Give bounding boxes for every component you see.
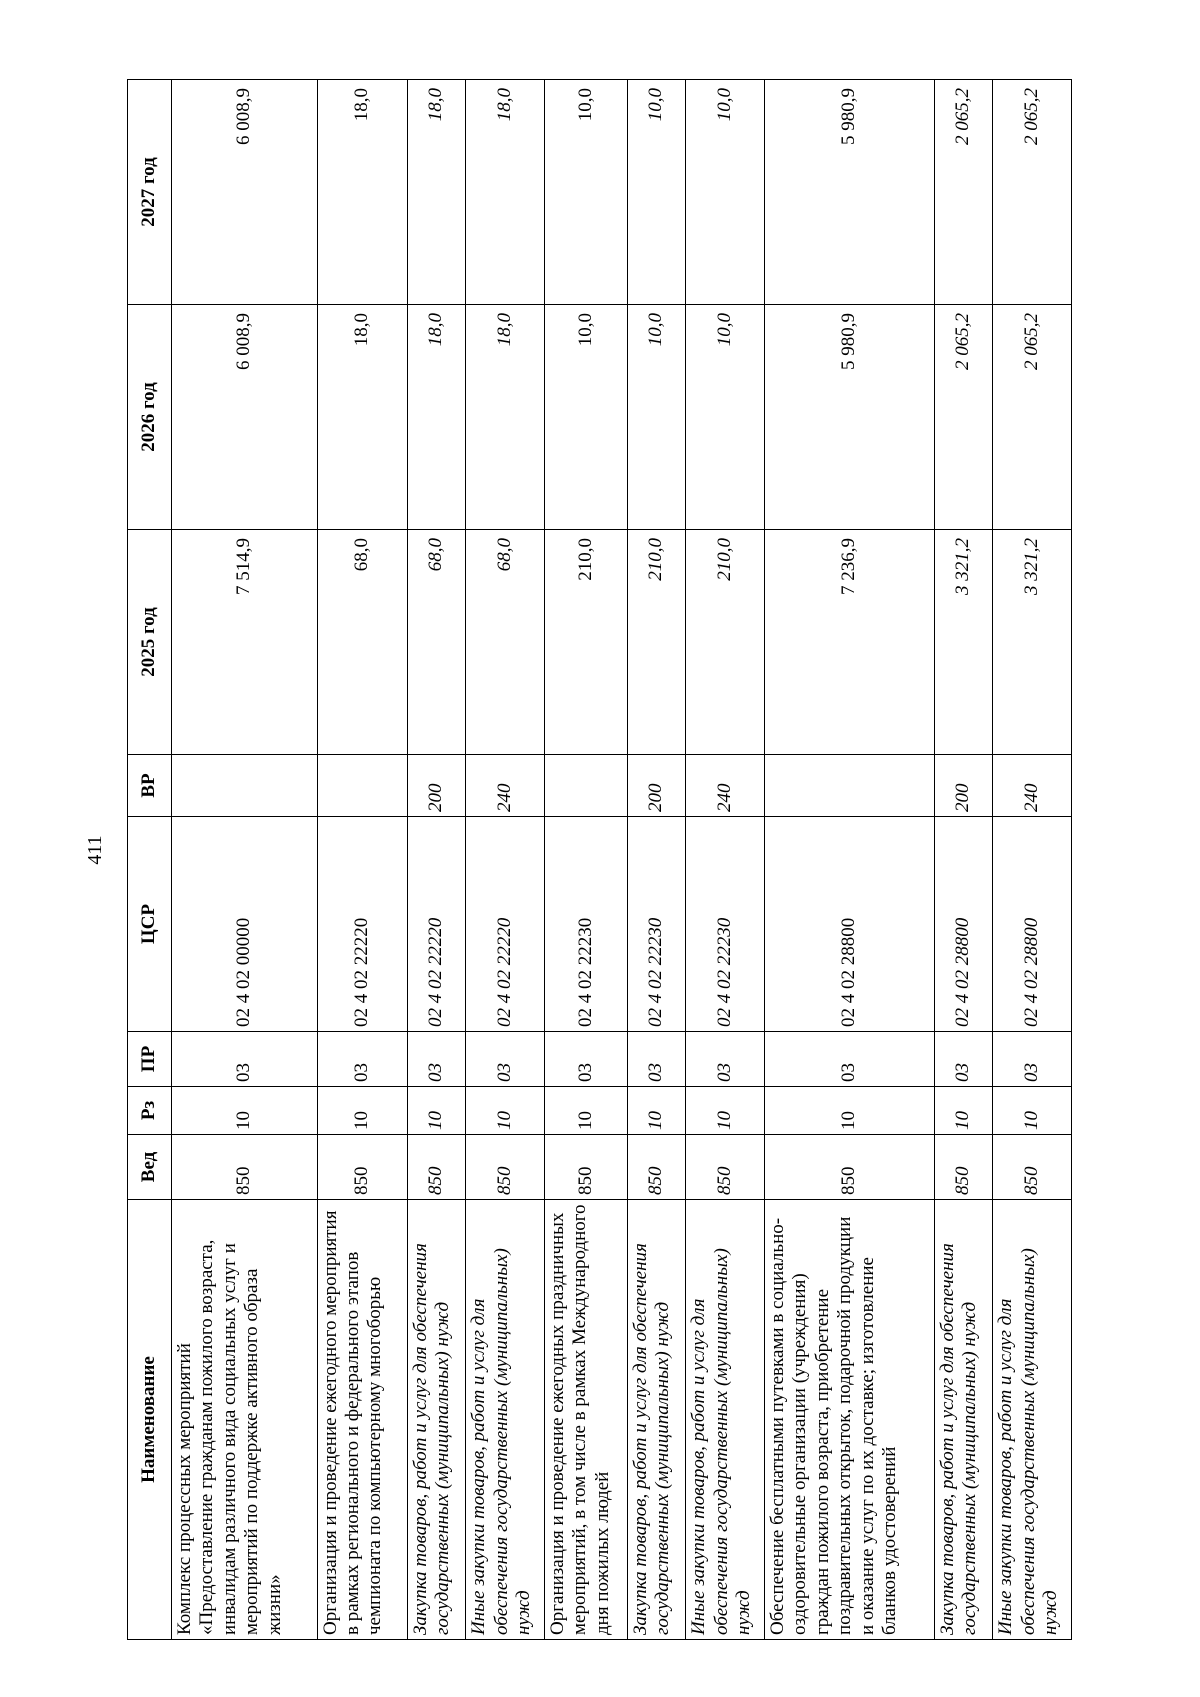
cell-rz: 10 [993, 1087, 1072, 1135]
cell-rz: 10 [686, 1087, 765, 1135]
cell-name: Иные закупки товаров, работ и услуг для обеспечения государственных (муниципальных) нужд [466, 1200, 545, 1640]
cell-name: Закупка товаров, работ и услуг для обеспечения государственных (муниципальных) нужд [934, 1200, 992, 1640]
cell-pr: 03 [317, 1032, 407, 1087]
cell-pr: 03 [172, 1032, 318, 1087]
cell-name: Комплекс процессных мероприятий «Предоставление гражданам пожилого возраста, инвалидам различного вида социальных услуг и мероприятий по поддержке активного образа жизни» [172, 1200, 318, 1640]
cell-y2025: 3 321,2 [993, 530, 1072, 755]
cell-ved: 850 [544, 1135, 627, 1200]
cell-y2026: 5 980,9 [764, 305, 934, 530]
table-row [317, 80, 407, 1640]
cell-vr: 240 [686, 755, 765, 817]
cell-ved: 850 [317, 1135, 407, 1200]
table-row [466, 80, 545, 1640]
cell-vr [317, 755, 407, 817]
cell-rz: 10 [544, 1087, 627, 1135]
cell-csr: 02 4 02 22220 [407, 817, 465, 1032]
cell-vr: 200 [407, 755, 465, 817]
cell-vr [172, 755, 318, 817]
cell-rz: 10 [407, 1087, 465, 1135]
cell-y2025: 68,0 [317, 530, 407, 755]
table-row [544, 80, 627, 1640]
cell-name: Иные закупки товаров, работ и услуг для обеспечения государственных (муниципальных) нужд [993, 1200, 1072, 1640]
cell-y2026: 18,0 [317, 305, 407, 530]
cell-vr: 240 [993, 755, 1072, 817]
cell-name: Закупка товаров, работ и услуг для обеспечения государственных (муниципальных) нужд [407, 1200, 465, 1640]
cell-ved: 850 [407, 1135, 465, 1200]
cell-y2026: 10,0 [544, 305, 627, 530]
cell-ved: 850 [993, 1135, 1072, 1200]
cell-pr: 03 [764, 1032, 934, 1087]
cell-y2027: 2 065,2 [934, 80, 992, 305]
table-row [764, 80, 934, 1640]
header-ved: Вед [128, 1135, 172, 1200]
header-pr: ПР [128, 1032, 172, 1087]
cell-y2026: 18,0 [407, 305, 465, 530]
cell-y2027: 18,0 [407, 80, 465, 305]
cell-pr: 03 [993, 1032, 1072, 1087]
cell-y2025: 3 321,2 [934, 530, 992, 755]
cell-csr: 02 4 02 28800 [993, 817, 1072, 1032]
cell-vr: 240 [466, 755, 545, 817]
cell-name: Обеспечение бесплатными путевками в социально-оздоровительные организации (учреждения) граждан пожилого возраста, приобретение поздравительных открыток, подарочной продукции и оказание услуг по их доставке; изготовление бланков удостоверений [764, 1200, 934, 1640]
cell-pr: 03 [934, 1032, 992, 1087]
cell-csr: 02 4 02 28800 [764, 817, 934, 1032]
cell-vr [544, 755, 627, 817]
cell-y2027: 10,0 [544, 80, 627, 305]
header-2025: 2025 год [128, 530, 172, 755]
cell-name: Организация и проведение ежегодных праздничных мероприятий, в том числе в рамках Международного дня пожилых людей [544, 1200, 627, 1640]
header-2026: 2026 год [128, 305, 172, 530]
cell-y2026: 2 065,2 [934, 305, 992, 530]
cell-csr: 02 4 02 22230 [544, 817, 627, 1032]
cell-csr: 02 4 02 22230 [686, 817, 765, 1032]
cell-rz: 10 [317, 1087, 407, 1135]
cell-name: Иные закупки товаров, работ и услуг для обеспечения государственных (муниципальных) нужд [686, 1200, 765, 1640]
cell-y2025: 68,0 [466, 530, 545, 755]
cell-csr: 02 4 02 00000 [172, 817, 318, 1032]
table-row [172, 80, 318, 1640]
cell-csr: 02 4 02 28800 [934, 817, 992, 1032]
cell-csr: 02 4 02 22230 [627, 817, 685, 1032]
header-2027: 2027 год [128, 80, 172, 305]
header-csr: ЦСР [128, 817, 172, 1032]
cell-rz: 10 [934, 1087, 992, 1135]
cell-y2027: 10,0 [686, 80, 765, 305]
cell-y2026: 10,0 [686, 305, 765, 530]
cell-y2025: 68,0 [407, 530, 465, 755]
table-row [627, 80, 685, 1640]
cell-rz: 10 [172, 1087, 318, 1135]
cell-y2027: 2 065,2 [993, 80, 1072, 305]
cell-name: Закупка товаров, работ и услуг для обеспечения государственных (муниципальных) нужд [627, 1200, 685, 1640]
budget-table [127, 79, 1072, 1640]
cell-y2025: 210,0 [686, 530, 765, 755]
cell-pr: 03 [686, 1032, 765, 1087]
cell-rz: 10 [764, 1087, 934, 1135]
cell-ved: 850 [686, 1135, 765, 1200]
table-row [993, 80, 1072, 1640]
cell-y2027: 10,0 [627, 80, 685, 305]
cell-y2027: 5 980,9 [764, 80, 934, 305]
cell-pr: 03 [544, 1032, 627, 1087]
cell-y2025: 7 514,9 [172, 530, 318, 755]
cell-vr: 200 [934, 755, 992, 817]
cell-rz: 10 [466, 1087, 545, 1135]
cell-csr: 02 4 02 22220 [466, 817, 545, 1032]
cell-y2025: 7 236,9 [764, 530, 934, 755]
cell-name: Организация и проведение ежегодного мероприятия в рамках регионального и федерального этапов чемпионата по компьютерному многоборью [317, 1200, 407, 1640]
cell-vr [764, 755, 934, 817]
cell-ved: 850 [764, 1135, 934, 1200]
cell-vr: 200 [627, 755, 685, 817]
cell-y2025: 210,0 [544, 530, 627, 755]
table-header-row [128, 80, 172, 1640]
cell-y2026: 6 008,9 [172, 305, 318, 530]
cell-y2026: 10,0 [627, 305, 685, 530]
cell-csr: 02 4 02 22220 [317, 817, 407, 1032]
cell-pr: 03 [627, 1032, 685, 1087]
table-row [686, 80, 765, 1640]
cell-y2027: 6 008,9 [172, 80, 318, 305]
cell-ved: 850 [172, 1135, 318, 1200]
header-rz: Рз [128, 1087, 172, 1135]
cell-y2027: 18,0 [317, 80, 407, 305]
header-vr: ВР [128, 755, 172, 817]
cell-y2027: 18,0 [466, 80, 545, 305]
cell-y2026: 18,0 [466, 305, 545, 530]
table-row [934, 80, 992, 1640]
cell-ved: 850 [934, 1135, 992, 1200]
budget-table-container [127, 80, 1072, 1640]
cell-ved: 850 [627, 1135, 685, 1200]
cell-y2026: 2 065,2 [993, 305, 1072, 530]
page-number: 411 [84, 835, 106, 865]
cell-ved: 850 [466, 1135, 545, 1200]
cell-pr: 03 [466, 1032, 545, 1087]
cell-rz: 10 [627, 1087, 685, 1135]
header-name: Наименование [128, 1200, 172, 1640]
cell-pr: 03 [407, 1032, 465, 1087]
table-row [407, 80, 465, 1640]
cell-y2025: 210,0 [627, 530, 685, 755]
